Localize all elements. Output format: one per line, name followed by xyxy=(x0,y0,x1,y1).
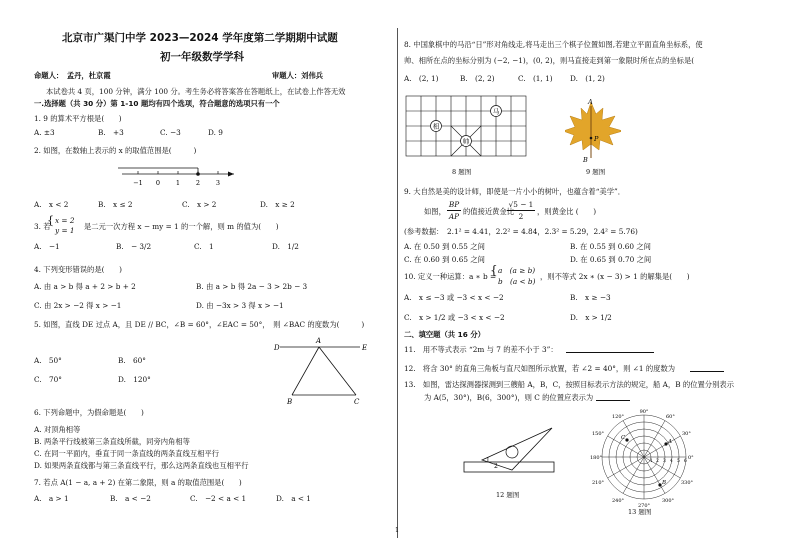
q10-option-a: A. x ≤ −3 或 −3 < x < −2 xyxy=(404,293,504,302)
q9-option-a: A. 在 0.50 到 0.55 之间 xyxy=(404,242,485,251)
golden-denominator: 2 xyxy=(518,212,524,221)
radar-point-c: C xyxy=(621,435,626,441)
angle-label-1: 1 xyxy=(486,457,490,464)
q4-stem: 4. 下列变形错误的是( ) xyxy=(34,265,122,274)
radar-ring-label: 1 xyxy=(650,459,653,464)
q3-system-1: x = 2 xyxy=(55,216,75,225)
page-number: 1 xyxy=(395,527,400,534)
radar-angle-label: 180° xyxy=(590,455,603,461)
q7-option-a: A. a > 1 xyxy=(34,494,69,503)
q9-caption: 9 题图 xyxy=(586,168,606,176)
system-brace: { xyxy=(47,214,54,227)
instructions: 本试卷共 4 页，100 分钟，满分 100 分。考生务必将答案答在答题纸上，在试卷上作答无效 xyxy=(46,87,346,96)
radar-angle-label: 300° xyxy=(662,498,675,504)
exam-subtitle: 初一年级数学学科 xyxy=(160,51,244,63)
q7-option-d: D. a < 1 xyxy=(276,494,311,503)
tick-label: −1 xyxy=(133,179,143,187)
q12-caption: 12 题图 xyxy=(496,491,520,499)
q4-option-c: C. 由 2x > −2 得 x > −1 xyxy=(34,301,122,310)
radar-angle-label: 330° xyxy=(681,480,694,486)
q2-stem: 2. 如图，在数轴上表示的 x 的取值范围是( ) xyxy=(34,146,197,155)
radar-ring-label: 6 xyxy=(684,459,687,464)
q12-stem: 12. 将含 30° 的直角三角板与直尺如图所示放置，若 ∠2 = 40°，则 ∠1 的度数为 xyxy=(404,364,676,373)
fraction-bar xyxy=(447,210,461,211)
q9-option-c: C. 在 0.60 到 0.65 之间 xyxy=(404,255,485,264)
q8-option-c: C. (1, 1) xyxy=(518,74,553,83)
tick-label: 3 xyxy=(215,179,221,187)
radar-angle-label: 210° xyxy=(592,480,605,486)
radar-polar-figure xyxy=(590,404,700,510)
point-label-b: B xyxy=(287,398,293,406)
maple-leaf-figure xyxy=(565,96,621,166)
fraction-bar xyxy=(507,210,535,211)
q12-answer-blank[interactable] xyxy=(690,371,724,372)
tick-label: 0 xyxy=(155,179,161,187)
q2-option-c: C. x > 2 xyxy=(182,200,217,209)
triangle-ruler-figure xyxy=(460,410,560,490)
radar-angle-label: 150° xyxy=(592,431,605,437)
radar-angle-label: 60° xyxy=(666,414,675,420)
leaf-point-b: B xyxy=(583,156,588,164)
radar-angle-label: 270° xyxy=(637,503,651,509)
q7-option-b: B. a < −2 xyxy=(110,494,151,503)
q5-option-a: A. 50° xyxy=(34,356,62,365)
q6-option-b: B. 两条平行线被第三条直线所截，同旁内角相等 xyxy=(34,437,190,446)
q9-line2-pre: 如图， xyxy=(424,207,446,216)
q1-option-c: C. −3 xyxy=(160,128,181,137)
radar-ring-label: 5 xyxy=(677,459,680,464)
q10-option-b: B. x ≥ −3 xyxy=(570,293,611,302)
cases-brace: { xyxy=(490,263,498,277)
q3-option-a: A. −1 xyxy=(34,242,60,251)
point-label-a: A xyxy=(316,337,322,345)
q6-option-a: A. 对顶角相等 xyxy=(34,425,81,434)
radar-ring-label: 4 xyxy=(670,459,673,464)
point-label-c: C xyxy=(354,398,360,406)
q9-line2-mid: 的值接近黄金比 xyxy=(463,207,515,216)
column-divider xyxy=(397,28,398,538)
q8-stem-line2: 帅、相所在点的坐标分别为 (−2, −1)，(0, 2)，则马直接走到第一象限时所在点的坐标是( xyxy=(404,56,702,65)
q1-stem: 1. 9 的算术平方根是( ) xyxy=(34,114,122,123)
q11-stem: 11. 用不等式表示 “2m 与 7 的差不小于 3”： xyxy=(404,345,558,354)
q8-stem-line1: 8. 中国象棋中的马沿“日”形对角线走,将马走出三个棋子位置如图,若建立平面直角坐标系，使 xyxy=(404,40,703,49)
point-label-d: D xyxy=(274,344,280,352)
q9-line1: 9. 大自然是美的设计师，即使是一片小小的树叶，也蕴含着“美学”． xyxy=(404,187,626,196)
q13-stem-line1: 13. 如图，雷达探测器探测到三艘船 A，B，C，按照目标表示方法的规定，船 A，B 的位置分别表示 xyxy=(404,380,734,389)
q1-option-d: D. 9 xyxy=(208,128,223,137)
section-1-heading: 一.选择题（共 30 分）第 1-10 题均有四个选项，符合题意的选项只有一个 xyxy=(34,99,280,108)
q10-option-d: D. x > 1/2 xyxy=(570,313,612,322)
radar-angle-label: 240° xyxy=(612,498,625,504)
ratio-denominator: AP xyxy=(448,212,460,221)
radar-point-a: A xyxy=(668,439,672,445)
q8-caption: 8 题图 xyxy=(452,168,472,176)
radar-angle-label: 120° xyxy=(612,414,625,420)
q3-stem-pre: 3. 若 xyxy=(34,222,51,231)
radar-angle-label: 90° xyxy=(639,409,649,415)
section-2-heading: 二、填空题（共 16 分） xyxy=(404,330,485,339)
q5-option-d: D. 120° xyxy=(118,375,151,384)
q5-stem: 5. 如图，直线 DE 过点 A，且 DE // BC，∠B = 60°，∠EAC = 50°， 则 ∠BAC 的度数为( ) xyxy=(34,320,365,329)
q1-option-b: B. +3 xyxy=(98,128,124,137)
q6-option-c: C. 在同一平面内，垂直于同一条直线的两条直线互相平行 xyxy=(34,449,220,458)
q3-option-b: B. − 3/2 xyxy=(116,242,152,251)
leaf-point-p: P xyxy=(594,135,599,143)
q13-answer-blank[interactable] xyxy=(596,400,630,401)
q6-option-d: D. 如果两条直线都与第三条直线平行，那么这两条直线也互相平行 xyxy=(34,461,249,470)
q5-option-b: B. 60° xyxy=(118,356,146,365)
q2-option-b: B. x ≤ 2 xyxy=(98,200,133,209)
triangle-figure-q5 xyxy=(270,333,370,407)
q9-reference-data: (参考数据： 2.1² = 4.41，2.2² = 4.84，2.3² = 5.29，2.4² = 5.76) xyxy=(404,227,638,236)
q13-stem-line2: 为 A(5，30°)，B(6，300°)，则 C 的位置应表示为 xyxy=(424,393,594,402)
ratio-numerator: BP xyxy=(448,200,460,209)
chess-piece-xiang: 相 xyxy=(432,122,440,131)
tick-label: 2 xyxy=(195,179,201,187)
leaf-point-a: A xyxy=(588,98,593,106)
q10-stem-pre: 10. 定义一种运算：a ∗ b = xyxy=(404,272,497,281)
reviewer: 审题人：刘伟兵 xyxy=(272,71,324,80)
q10-case-1: a (a ≥ b) xyxy=(498,266,536,275)
golden-numerator: √5 − 1 xyxy=(508,200,534,209)
q10-stem-post: ，则不等式 2x ∗ (x − 3) > 1 的解集是( ) xyxy=(540,272,690,281)
point-label-e: E xyxy=(362,344,368,352)
q3-stem-post: 是二元一次方程 x − my = 1 的一个解，则 m 的值为( ) xyxy=(84,222,279,231)
radar-ring-label: 2 xyxy=(656,459,659,464)
q11-answer-blank[interactable] xyxy=(566,352,654,353)
q6-stem: 6. 下列命题中，为假命题是( ) xyxy=(34,408,144,417)
radar-point-b: B xyxy=(662,480,667,486)
q9-line2-post: ，则黄金比 ( ) xyxy=(537,207,597,216)
q5-option-c: C. 70° xyxy=(34,375,62,384)
chess-piece-ma: 马 xyxy=(492,107,500,116)
chess-board-figure xyxy=(404,92,528,162)
angle-label-2: 2 xyxy=(494,463,498,470)
tick-label: 1 xyxy=(175,179,181,187)
q3-system-2: y = 1 xyxy=(55,226,75,235)
q4-option-b: B. 由 a > b 得 2a − 3 > 2b − 3 xyxy=(196,282,308,291)
q3-option-d: D. 1/2 xyxy=(272,242,299,251)
exam-title: 北京市广渠门中学 2023—2024 学年度第二学期期中试题 xyxy=(62,32,338,44)
q4-option-a: A. 由 a > b 得 a + 2 > b + 2 xyxy=(34,282,136,291)
q10-case-2: b (a < b) xyxy=(498,277,536,286)
q7-option-c: C. −2 < a < 1 xyxy=(190,494,247,503)
q8-option-b: B. (2, 2) xyxy=(460,74,495,83)
radar-angle-label: 30° xyxy=(682,431,691,437)
number-line-figure xyxy=(118,164,238,192)
q4-option-d: D. 由 −3x > 3 得 x > −1 xyxy=(196,301,284,310)
q10-option-c: C. x > 1/2 或 −3 < x < −2 xyxy=(404,313,505,322)
radar-ring-label: 3 xyxy=(663,459,666,464)
q9-option-d: D. 在 0.65 到 0.70 之间 xyxy=(570,255,652,264)
radar-angle-label: 0° xyxy=(688,455,694,461)
chess-piece-shuai: 帅 xyxy=(462,137,470,146)
q3-option-c: C. 1 xyxy=(194,242,214,251)
q13-caption: 13 题图 xyxy=(628,508,652,516)
q1-option-a: A. ±3 xyxy=(34,128,55,137)
q8-option-d: D. (1, 2) xyxy=(570,74,605,83)
q8-option-a: A. (2, 1) xyxy=(404,74,439,83)
q7-stem: 7. 若点 A(1 − a, a + 2) 在第二象限，则 a 的取值范围是( ) xyxy=(34,478,242,487)
setters: 命题人： 孟丹，杜京霞 xyxy=(34,71,111,80)
q2-option-d: D. x ≥ 2 xyxy=(260,200,295,209)
q9-option-b: B. 在 0.55 到 0.60 之间 xyxy=(570,242,651,251)
q2-option-a: A. x < 2 xyxy=(34,200,69,209)
